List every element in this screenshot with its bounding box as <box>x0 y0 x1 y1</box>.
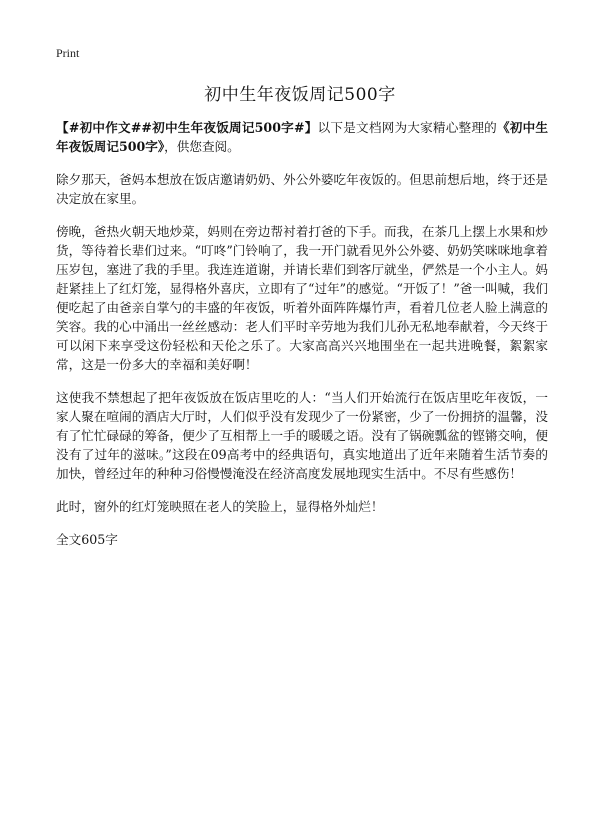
intro-tag-title: #初中生年夜饭周记500字# <box>141 120 305 135</box>
intro-book-title: 《初中生年夜饭周记500字》 <box>56 120 549 154</box>
intro-paragraph <box>56 118 548 156</box>
word-count: 全文605字 <box>56 532 118 547</box>
intro-tail: ，供您查阅。 <box>164 139 240 154</box>
print-link[interactable]: Print <box>56 46 80 60</box>
paragraph-3: 这使我不禁想起了把年夜饭放在饭店里吃的人：“当人们开始流行在饭店里吃年夜饭，一家人聚在喧闹的酒店大厅时，人们似乎没有发现少了一份紧密，少了一份拥挤的温馨，没有了忙忙碌碌的筹备，便少了互相帮上一手的暖暖之语。没有了锅碗瓢盆的铿锵交响，便没有了过年的滋味。”这段在09高考中的经典语句，真实地道出了近年来随着生活节奏的加快，曾经过年的种种习俗慢慢淹没在经济高度发展地现实生活中。不尽有些感伤！ <box>56 390 548 481</box>
paragraph-4: 此时，窗外的红灯笼映照在老人的笑脸上，显得格外灿烂！ <box>56 499 384 514</box>
article-body <box>56 118 548 549</box>
intro-tag-close: 】 <box>304 120 318 135</box>
paragraph-1: 除夕那天，爸妈本想放在饭店邀请奶奶、外公外婆吃年夜饭的。但思前想后地，终于还是决定放在家里。 <box>56 172 548 206</box>
intro-lead: 以下是文档网为大家精心整理的 <box>317 120 497 135</box>
article-title: 初中生年夜饭周记500字 <box>204 85 396 105</box>
paragraph-2: 傍晚，爸热火朝天地炒菜，妈则在旁边帮衬着打爸的下手。而我，在茶几上摆上水果和炒货，等待着长辈们过来。“叮咚”门铃响了，我一开门就看见外公外婆、奶奶笑咪咪地拿着压岁包，塞进了我的手里。我连连道谢，并请长辈们到客厅就坐，俨然是一个小主人。妈赶紧挂上了红灯笼，显得格外喜庆，立即有了“过年”的感觉。“开饭了！”爸一叫喊，我们便吃起了由爸亲自掌勺的丰盛的年夜饭，听着外面阵阵爆竹声，看着几位老人脸上满意的笑容。我的心中涌出一丝丝感动：老人们平时辛劳地为我们儿孙无私地奉献着，今天终于可以闲下来享受这份轻松和天伦之乐了。大家高高兴兴地围坐在一起共进晚餐，絮絮家常，这是一份多大的幸福和美好啊！ <box>56 224 548 372</box>
intro-tag: 【#初中作文# <box>56 120 142 135</box>
